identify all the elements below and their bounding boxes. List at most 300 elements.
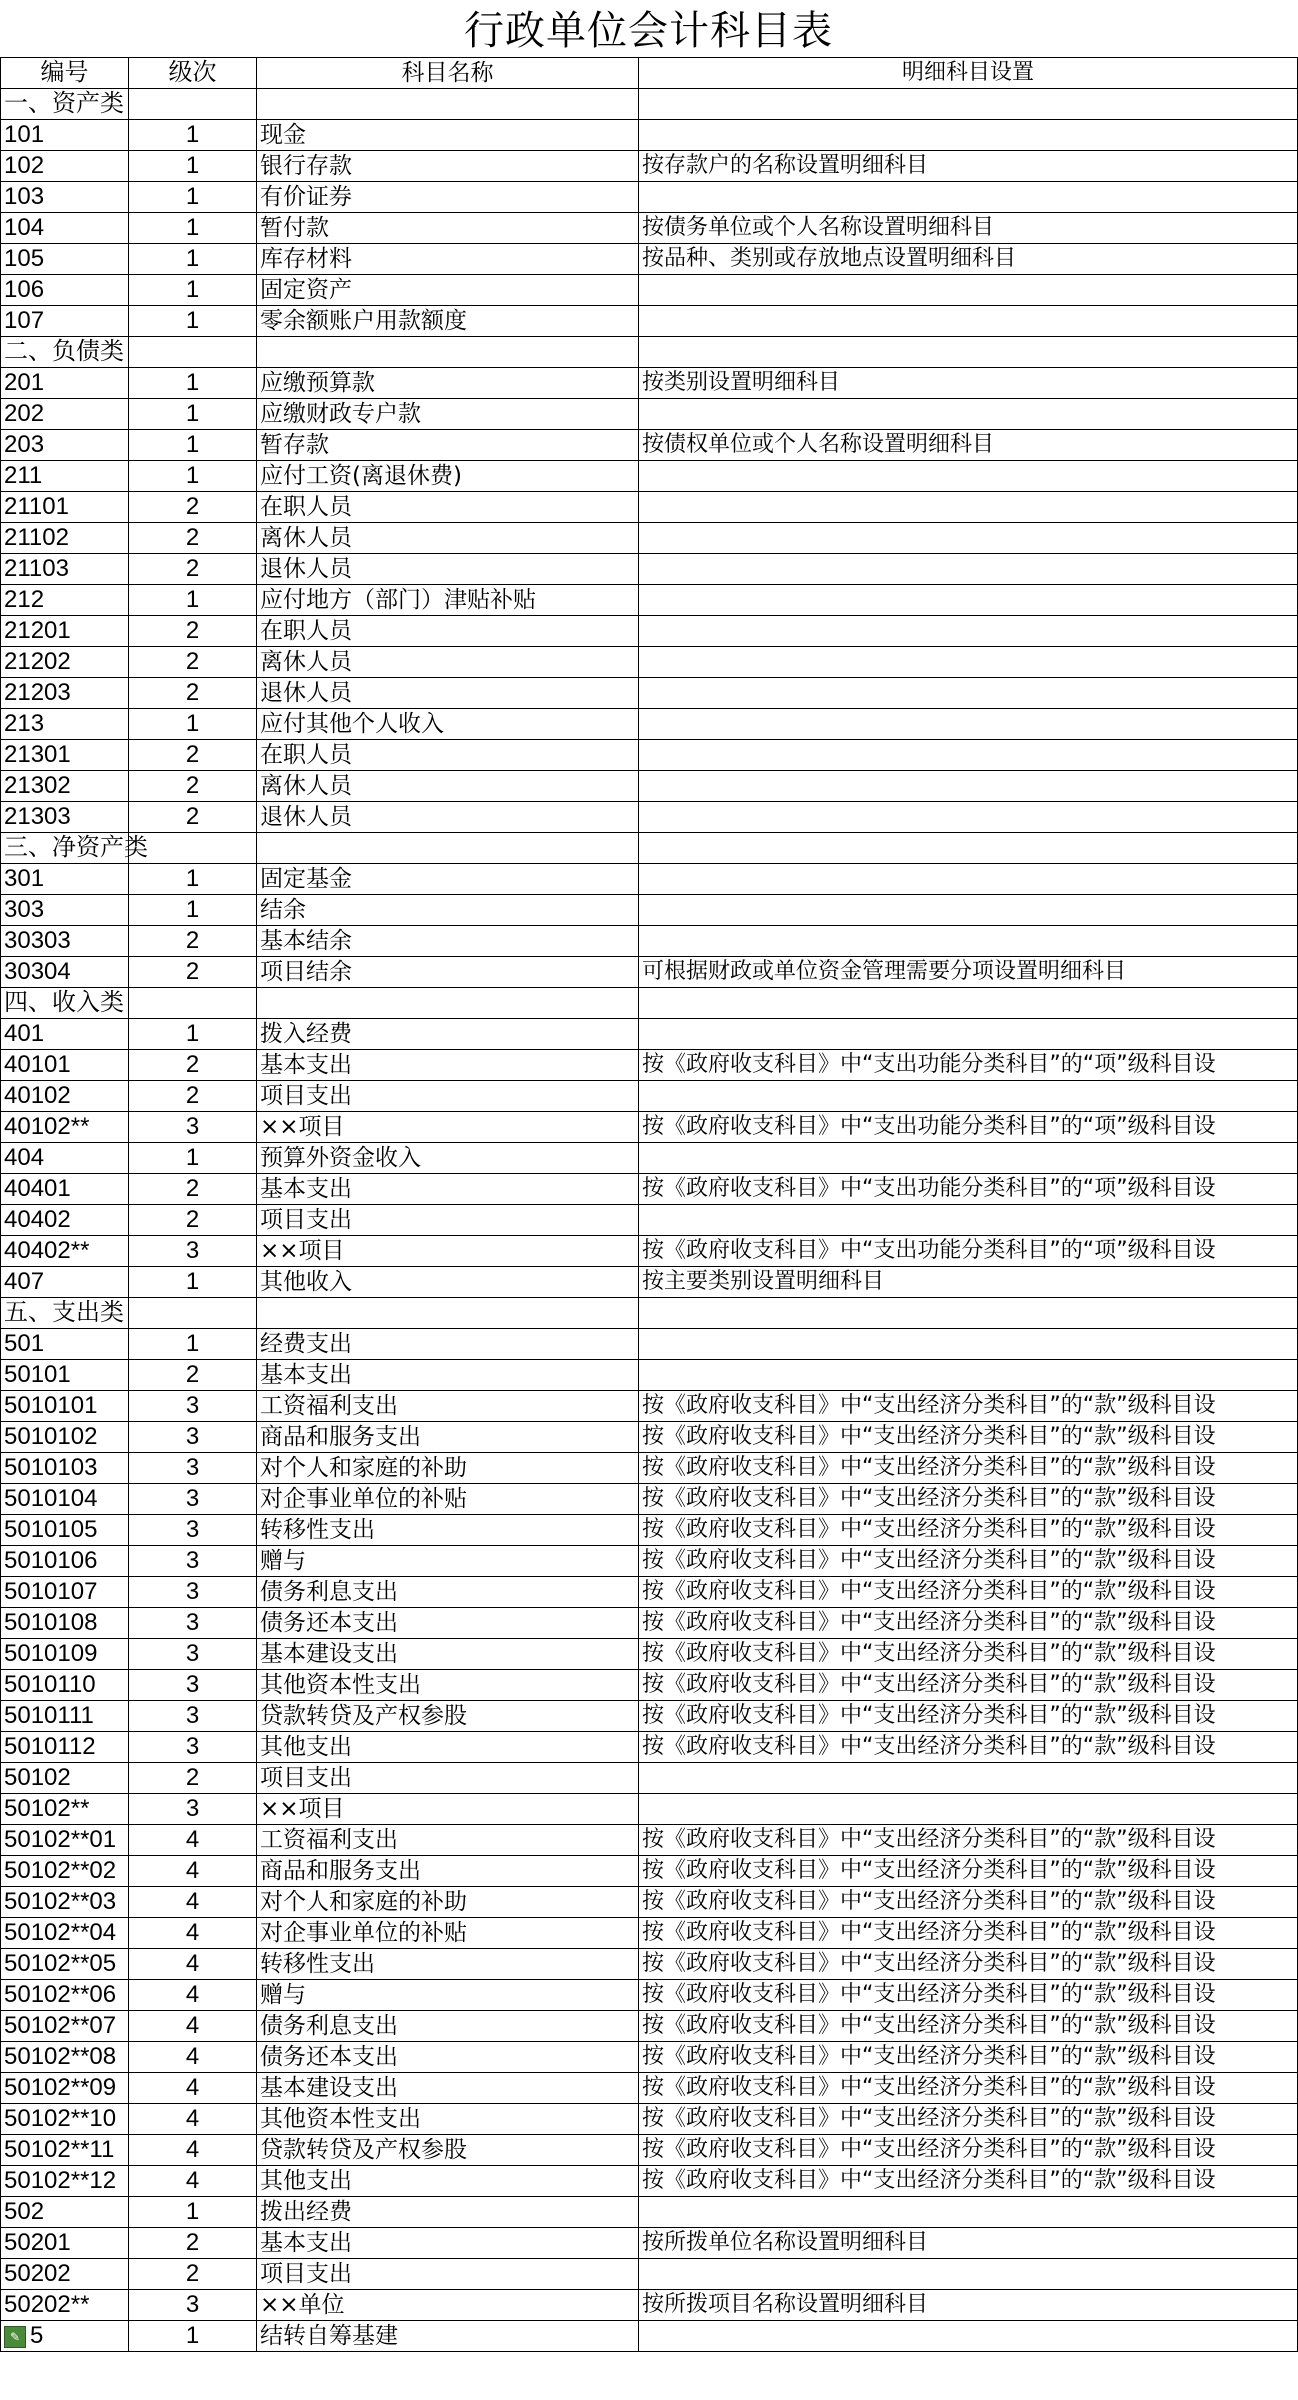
cell-name[interactable]: 退休人员 <box>257 554 639 585</box>
cell-name[interactable]: 债务还本支出 <box>257 1608 639 1639</box>
cell-level[interactable]: 2 <box>129 492 257 523</box>
cell-detail[interactable] <box>639 988 1298 1019</box>
cell-name[interactable] <box>257 1298 639 1329</box>
cell-name[interactable]: 应付工资(离退休费) <box>257 461 639 492</box>
cell-detail[interactable]: 按《政府收支科目》中“支出经济分类科目”的“款”级科目设 <box>639 1639 1298 1670</box>
cell-detail[interactable]: 按《政府收支科目》中“支出经济分类科目”的“款”级科目设 <box>639 1515 1298 1546</box>
cell-code[interactable]: 104 <box>1 213 129 244</box>
cell-code[interactable]: 202 <box>1 399 129 430</box>
cell-code[interactable]: 5010109 <box>1 1639 129 1670</box>
cell-name[interactable]: 现金 <box>257 120 639 151</box>
cell-name[interactable]: ××项目 <box>257 1794 639 1825</box>
cell-detail[interactable] <box>639 2197 1298 2228</box>
cell-level[interactable]: 3 <box>129 1515 257 1546</box>
cell-detail[interactable]: 按所拨单位名称设置明细科目 <box>639 2228 1298 2259</box>
cell-name[interactable]: 其他收入 <box>257 1267 639 1298</box>
cell-name[interactable]: 工资福利支出 <box>257 1391 639 1422</box>
cell-detail[interactable]: 按《政府收支科目》中“支出经济分类科目”的“款”级科目设 <box>639 2073 1298 2104</box>
cell-code[interactable]: 201 <box>1 368 129 399</box>
cell-code[interactable]: 211 <box>1 461 129 492</box>
cell-level[interactable]: 2 <box>129 1081 257 1112</box>
cell-level[interactable]: 3 <box>129 1484 257 1515</box>
cell-detail[interactable]: 按主要类别设置明细科目 <box>639 1267 1298 1298</box>
cell-detail[interactable]: 按《政府收支科目》中“支出经济分类科目”的“款”级科目设 <box>639 2011 1298 2042</box>
cell-detail[interactable] <box>639 678 1298 709</box>
cell-level[interactable]: 4 <box>129 2011 257 2042</box>
cell-name[interactable]: ××单位 <box>257 2290 639 2321</box>
cell-name[interactable]: 项目支出 <box>257 1081 639 1112</box>
cell-code[interactable]: 五、支出类 <box>1 1298 129 1329</box>
cell-code[interactable]: 四、收入类 <box>1 988 129 1019</box>
cell-level[interactable]: 1 <box>129 275 257 306</box>
cell-code[interactable]: 404 <box>1 1143 129 1174</box>
cell-level[interactable]: 3 <box>129 1732 257 1763</box>
cell-detail[interactable] <box>639 616 1298 647</box>
cell-code[interactable]: 50102**03 <box>1 1887 129 1918</box>
cell-name[interactable]: 债务还本支出 <box>257 2042 639 2073</box>
cell-name[interactable]: 库存材料 <box>257 244 639 275</box>
cell-detail[interactable]: 按类别设置明细科目 <box>639 368 1298 399</box>
cell-code[interactable]: 407 <box>1 1267 129 1298</box>
cell-code[interactable]: 107 <box>1 306 129 337</box>
cell-code[interactable]: 101 <box>1 120 129 151</box>
cell-level[interactable]: 3 <box>129 1236 257 1267</box>
cell-detail[interactable]: 按《政府收支科目》中“支出经济分类科目”的“款”级科目设 <box>639 1577 1298 1608</box>
cell-name[interactable]: 贷款转贷及产权参股 <box>257 2135 639 2166</box>
cell-level[interactable]: 1 <box>129 213 257 244</box>
cell-code[interactable]: 40402** <box>1 1236 129 1267</box>
cell-code[interactable]: 50102**01 <box>1 1825 129 1856</box>
cell-detail[interactable]: 按《政府收支科目》中“支出经济分类科目”的“款”级科目设 <box>639 2166 1298 2197</box>
cell-level[interactable]: 1 <box>129 585 257 616</box>
cell-name[interactable] <box>257 988 639 1019</box>
cell-level[interactable]: 1 <box>129 399 257 430</box>
cell-detail[interactable] <box>639 492 1298 523</box>
cell-detail[interactable] <box>639 461 1298 492</box>
cell-code[interactable]: 5010112 <box>1 1732 129 1763</box>
cell-level[interactable]: 4 <box>129 1949 257 1980</box>
cell-level[interactable]: 1 <box>129 2321 257 2352</box>
cell-detail[interactable] <box>639 895 1298 926</box>
cell-name[interactable]: 基本支出 <box>257 1174 639 1205</box>
cell-detail[interactable] <box>639 833 1298 864</box>
cell-code[interactable]: 213 <box>1 709 129 740</box>
cell-name[interactable]: 基本结余 <box>257 926 639 957</box>
cell-code[interactable]: 21101 <box>1 492 129 523</box>
cell-name[interactable]: 对个人和家庭的补助 <box>257 1453 639 1484</box>
cell-name[interactable]: 拨出经费 <box>257 2197 639 2228</box>
cell-name[interactable]: 在职人员 <box>257 740 639 771</box>
cell-detail[interactable] <box>639 337 1298 368</box>
cell-code[interactable]: 105 <box>1 244 129 275</box>
cell-detail[interactable]: 按《政府收支科目》中“支出经济分类科目”的“款”级科目设 <box>639 1546 1298 1577</box>
cell-name[interactable] <box>257 89 639 120</box>
table-row <box>1 1515 1298 1546</box>
cell-name[interactable]: 贷款转贷及产权参股 <box>257 1701 639 1732</box>
cell-level[interactable]: 4 <box>129 1856 257 1887</box>
cell-code[interactable]: 40402 <box>1 1205 129 1236</box>
cell-code[interactable]: 501 <box>1 1329 129 1360</box>
cell-code[interactable]: 203 <box>1 430 129 461</box>
cell-name[interactable]: 基本支出 <box>257 2228 639 2259</box>
cell-detail[interactable] <box>639 306 1298 337</box>
cell-code[interactable]: 5010110 <box>1 1670 129 1701</box>
cell-detail[interactable] <box>639 1019 1298 1050</box>
cell-code[interactable]: 21202 <box>1 647 129 678</box>
cell-name[interactable]: 银行存款 <box>257 151 639 182</box>
cell-name[interactable] <box>257 337 639 368</box>
cell-name[interactable]: 项目支出 <box>257 1763 639 1794</box>
cell-detail[interactable]: 按《政府收支科目》中“支出经济分类科目”的“款”级科目设 <box>639 1949 1298 1980</box>
cell-level[interactable]: 1 <box>129 461 257 492</box>
cell-level[interactable]: 2 <box>129 926 257 957</box>
cell-code[interactable]: 21203 <box>1 678 129 709</box>
cell-name[interactable]: 其他资本性支出 <box>257 1670 639 1701</box>
cell-name[interactable]: 工资福利支出 <box>257 1825 639 1856</box>
cell-detail[interactable] <box>639 523 1298 554</box>
cell-name[interactable]: ××项目 <box>257 1236 639 1267</box>
cell-detail[interactable] <box>639 802 1298 833</box>
cell-detail[interactable]: 按《政府收支科目》中“支出功能分类科目”的“项”级科目设 <box>639 1112 1298 1143</box>
cell-detail[interactable] <box>639 1298 1298 1329</box>
cell-name[interactable]: 基本建设支出 <box>257 2073 639 2104</box>
cell-detail[interactable]: 按《政府收支科目》中“支出经济分类科目”的“款”级科目设 <box>639 2104 1298 2135</box>
cell-name[interactable]: 暂付款 <box>257 213 639 244</box>
cell-name[interactable]: 基本建设支出 <box>257 1639 639 1670</box>
cell-name[interactable]: 拨入经费 <box>257 1019 639 1050</box>
cell-name[interactable]: 应付地方（部门）津贴补贴 <box>257 585 639 616</box>
cell-level[interactable]: 3 <box>129 1670 257 1701</box>
cell-detail[interactable]: 按品种、类别或存放地点设置明细科目 <box>639 244 1298 275</box>
cell-level[interactable]: 1 <box>129 1267 257 1298</box>
cell-code[interactable]: 30304 <box>1 957 129 988</box>
cell-code[interactable]: 50102**09 <box>1 2073 129 2104</box>
cell-code[interactable]: 50102**10 <box>1 2104 129 2135</box>
cell-level[interactable]: 1 <box>129 244 257 275</box>
cell-name[interactable]: 商品和服务支出 <box>257 1422 639 1453</box>
cell-code[interactable]: 5010104 <box>1 1484 129 1515</box>
cell-detail[interactable] <box>639 120 1298 151</box>
cell-level[interactable]: 1 <box>129 895 257 926</box>
cell-code[interactable]: 40401 <box>1 1174 129 1205</box>
cell-detail[interactable]: 按《政府收支科目》中“支出经济分类科目”的“款”级科目设 <box>639 1887 1298 1918</box>
cell-level[interactable]: 1 <box>129 430 257 461</box>
cell-level[interactable]: 2 <box>129 616 257 647</box>
cell-level[interactable] <box>129 1298 257 1329</box>
table-row <box>1 2321 1298 2352</box>
cell-level[interactable]: 4 <box>129 2135 257 2166</box>
cell-detail[interactable] <box>639 554 1298 585</box>
cell-code[interactable]: 21201 <box>1 616 129 647</box>
cell-level[interactable]: 4 <box>129 2042 257 2073</box>
cell-code[interactable]: 一、资产类 <box>1 89 129 120</box>
cell-detail[interactable]: 按《政府收支科目》中“支出经济分类科目”的“款”级科目设 <box>639 1732 1298 1763</box>
cell-level[interactable]: 3 <box>129 1546 257 1577</box>
cell-detail[interactable] <box>639 1143 1298 1174</box>
table-row <box>1 2135 1298 2166</box>
cell-level[interactable]: 2 <box>129 554 257 585</box>
cell-name[interactable]: 商品和服务支出 <box>257 1856 639 1887</box>
cell-detail[interactable]: 按《政府收支科目》中“支出功能分类科目”的“项”级科目设 <box>639 1236 1298 1267</box>
cell-level[interactable]: 4 <box>129 2166 257 2197</box>
cell-level[interactable]: 1 <box>129 151 257 182</box>
page-title: 行政单位会计科目表 <box>464 8 833 54</box>
cell-name[interactable]: 赠与 <box>257 1980 639 2011</box>
cell-detail[interactable] <box>639 1763 1298 1794</box>
cell-level[interactable]: 2 <box>129 771 257 802</box>
cell-name[interactable]: 对个人和家庭的补助 <box>257 1887 639 1918</box>
cell-detail[interactable]: 按《政府收支科目》中“支出功能分类科目”的“项”级科目设 <box>639 1050 1298 1081</box>
cell-name[interactable] <box>257 833 639 864</box>
cell-name[interactable]: 经费支出 <box>257 1329 639 1360</box>
cell-name[interactable]: 零余额账户用款额度 <box>257 306 639 337</box>
cell-level[interactable]: 4 <box>129 1887 257 1918</box>
cell-level[interactable]: 3 <box>129 1453 257 1484</box>
cell-detail[interactable] <box>639 1794 1298 1825</box>
cell-detail[interactable]: 按债务单位或个人名称设置明细科目 <box>639 213 1298 244</box>
cell-detail[interactable]: 按《政府收支科目》中“支出经济分类科目”的“款”级科目设 <box>639 2135 1298 2166</box>
cell-code[interactable]: 50102**02 <box>1 1856 129 1887</box>
cell-level[interactable]: 4 <box>129 2073 257 2104</box>
cell-level[interactable]: 1 <box>129 306 257 337</box>
cell-detail[interactable]: 按存款户的名称设置明细科目 <box>639 151 1298 182</box>
cell-code[interactable]: 5010106 <box>1 1546 129 1577</box>
cell-level[interactable]: 1 <box>129 120 257 151</box>
cell-code[interactable]: 5010102 <box>1 1422 129 1453</box>
cell-level[interactable] <box>129 988 257 1019</box>
cell-name[interactable]: 暂存款 <box>257 430 639 461</box>
cell-detail[interactable]: 按《政府收支科目》中“支出经济分类科目”的“款”级科目设 <box>639 1856 1298 1887</box>
cell-level[interactable]: 1 <box>129 709 257 740</box>
cell-name[interactable]: 固定资产 <box>257 275 639 306</box>
cell-level[interactable]: 3 <box>129 1112 257 1143</box>
cell-name[interactable]: 应付其他个人收入 <box>257 709 639 740</box>
cell-level[interactable] <box>129 337 257 368</box>
cell-name[interactable]: 退休人员 <box>257 678 639 709</box>
cell-code[interactable]: 50102** <box>1 1794 129 1825</box>
cell-level[interactable]: 2 <box>129 1360 257 1391</box>
cell-code[interactable]: 5010103 <box>1 1453 129 1484</box>
cell-detail[interactable]: 按《政府收支科目》中“支出经济分类科目”的“款”级科目设 <box>639 1701 1298 1732</box>
cell-level[interactable]: 2 <box>129 2228 257 2259</box>
cell-code[interactable]: 102 <box>1 151 129 182</box>
cell-code[interactable]: 5010111 <box>1 1701 129 1732</box>
cell-level[interactable]: 3 <box>129 1701 257 1732</box>
cell-level[interactable]: 2 <box>129 647 257 678</box>
cell-level[interactable]: 3 <box>129 1608 257 1639</box>
cell-code[interactable]: 40102** <box>1 1112 129 1143</box>
cell-code[interactable]: 50202 <box>1 2259 129 2290</box>
cell-detail[interactable] <box>639 1360 1298 1391</box>
cell-code[interactable]: 103 <box>1 182 129 213</box>
cell-code[interactable]: 301 <box>1 864 129 895</box>
cell-name[interactable]: 应缴财政专户款 <box>257 399 639 430</box>
cell-level[interactable]: 1 <box>129 1143 257 1174</box>
cell-detail[interactable]: 按《政府收支科目》中“支出经济分类科目”的“款”级科目设 <box>639 1918 1298 1949</box>
cell-name[interactable]: 预算外资金收入 <box>257 1143 639 1174</box>
cell-detail[interactable] <box>639 926 1298 957</box>
cell-name[interactable]: ××项目 <box>257 1112 639 1143</box>
cell-code[interactable]: 30303 <box>1 926 129 957</box>
cell-level[interactable]: 2 <box>129 1763 257 1794</box>
cell-level[interactable]: 1 <box>129 1329 257 1360</box>
cell-detail[interactable]: 按《政府收支科目》中“支出经济分类科目”的“款”级科目设 <box>639 1980 1298 2011</box>
cell-detail[interactable] <box>639 2321 1298 2352</box>
cell-code[interactable]: 502 <box>1 2197 129 2228</box>
cell-detail[interactable] <box>639 647 1298 678</box>
table-row <box>1 2011 1298 2042</box>
cell-level[interactable]: 2 <box>129 1174 257 1205</box>
cell-level[interactable]: 2 <box>129 678 257 709</box>
cell-detail[interactable] <box>639 864 1298 895</box>
cell-code[interactable]: 50102**07 <box>1 2011 129 2042</box>
cell-code[interactable]: 二、负债类 <box>1 337 129 368</box>
cell-level[interactable]: 2 <box>129 1205 257 1236</box>
cell-detail[interactable] <box>639 771 1298 802</box>
cell-name[interactable]: 结余 <box>257 895 639 926</box>
cell-level[interactable] <box>129 89 257 120</box>
cell-code[interactable]: 三、净资产类 <box>1 833 129 864</box>
cell-code[interactable]: 21301 <box>1 740 129 771</box>
cell-detail[interactable] <box>639 2259 1298 2290</box>
cell-name[interactable]: 应缴预算款 <box>257 368 639 399</box>
cell-name[interactable]: 其他支出 <box>257 2166 639 2197</box>
cell-code[interactable]: 50102**11 <box>1 2135 129 2166</box>
table-row <box>1 709 1298 740</box>
cell-level[interactable]: 4 <box>129 2104 257 2135</box>
cell-name[interactable]: 在职人员 <box>257 492 639 523</box>
table-row <box>1 895 1298 926</box>
cell-code[interactable] <box>1 2321 129 2352</box>
cell-code[interactable]: 5010101 <box>1 1391 129 1422</box>
cell-level[interactable]: 3 <box>129 1639 257 1670</box>
cell-level[interactable]: 2 <box>129 1050 257 1081</box>
cell-name[interactable]: 转移性支出 <box>257 1949 639 1980</box>
cell-detail[interactable]: 按《政府收支科目》中“支出经济分类科目”的“款”级科目设 <box>639 1391 1298 1422</box>
cell-name[interactable]: 项目支出 <box>257 1205 639 1236</box>
cell-code[interactable]: 50101 <box>1 1360 129 1391</box>
cell-level[interactable]: 2 <box>129 740 257 771</box>
cell-level[interactable]: 4 <box>129 1918 257 1949</box>
cell-code[interactable]: 50201 <box>1 2228 129 2259</box>
cell-name[interactable]: 离休人员 <box>257 771 639 802</box>
cell-level[interactable]: 2 <box>129 802 257 833</box>
cell-code[interactable]: 40101 <box>1 1050 129 1081</box>
cell-name[interactable]: 赠与 <box>257 1546 639 1577</box>
cell-name[interactable]: 退休人员 <box>257 802 639 833</box>
cell-detail[interactable] <box>639 182 1298 213</box>
cell-level[interactable]: 4 <box>129 1980 257 2011</box>
cell-detail[interactable]: 按《政府收支科目》中“支出经济分类科目”的“款”级科目设 <box>639 1670 1298 1701</box>
cell-name[interactable]: 固定基金 <box>257 864 639 895</box>
cell-code[interactable]: 212 <box>1 585 129 616</box>
cell-name[interactable]: 对企事业单位的补贴 <box>257 1484 639 1515</box>
cell-code[interactable]: 40102 <box>1 1081 129 1112</box>
cell-code[interactable]: 50102**04 <box>1 1918 129 1949</box>
cell-detail[interactable] <box>639 709 1298 740</box>
cell-name[interactable]: 债务利息支出 <box>257 2011 639 2042</box>
cell-level[interactable]: 2 <box>129 523 257 554</box>
cell-detail[interactable] <box>639 740 1298 771</box>
cell-code[interactable]: 21303 <box>1 802 129 833</box>
cell-level[interactable]: 2 <box>129 957 257 988</box>
cell-detail[interactable]: 可根据财政或单位资金管理需要分项设置明细科目 <box>639 957 1298 988</box>
cell-detail[interactable]: 按《政府收支科目》中“支出经济分类科目”的“款”级科目设 <box>639 1422 1298 1453</box>
cell-name[interactable]: 项目结余 <box>257 957 639 988</box>
cell-name[interactable]: 离休人员 <box>257 523 639 554</box>
cell-code[interactable]: 21103 <box>1 554 129 585</box>
cell-name[interactable]: 其他资本性支出 <box>257 2104 639 2135</box>
cell-code[interactable]: 50102**06 <box>1 1980 129 2011</box>
cell-name[interactable]: 债务利息支出 <box>257 1577 639 1608</box>
cell-name[interactable]: 转移性支出 <box>257 1515 639 1546</box>
cell-code[interactable]: 5010105 <box>1 1515 129 1546</box>
cell-level[interactable]: 3 <box>129 1794 257 1825</box>
cell-detail[interactable] <box>639 399 1298 430</box>
cell-code[interactable]: 50102**08 <box>1 2042 129 2073</box>
cell-level[interactable]: 3 <box>129 1577 257 1608</box>
cell-name[interactable]: 离休人员 <box>257 647 639 678</box>
cell-detail[interactable]: 按债权单位或个人名称设置明细科目 <box>639 430 1298 461</box>
cell-detail[interactable]: 按《政府收支科目》中“支出经济分类科目”的“款”级科目设 <box>639 2042 1298 2073</box>
cell-level[interactable]: 3 <box>129 1391 257 1422</box>
cell-detail[interactable] <box>639 1205 1298 1236</box>
cell-name[interactable]: 对企事业单位的补贴 <box>257 1918 639 1949</box>
smart-tag-icon[interactable]: ✎ <box>4 2326 26 2348</box>
cell-name[interactable]: 有价证券 <box>257 182 639 213</box>
cell-name[interactable]: 基本支出 <box>257 1360 639 1391</box>
cell-detail[interactable] <box>639 275 1298 306</box>
cell-code[interactable]: 106 <box>1 275 129 306</box>
cell-level[interactable]: 1 <box>129 864 257 895</box>
cell-detail[interactable] <box>639 1081 1298 1112</box>
cell-code[interactable]: 50202** <box>1 2290 129 2321</box>
cell-name[interactable]: 结转自筹基建 <box>257 2321 639 2352</box>
cell-detail[interactable]: 按所拨项目名称设置明细科目 <box>639 2290 1298 2321</box>
cell-code[interactable]: 21302 <box>1 771 129 802</box>
cell-detail[interactable] <box>639 89 1298 120</box>
cell-level[interactable]: 1 <box>129 2197 257 2228</box>
cell-name[interactable]: 其他支出 <box>257 1732 639 1763</box>
cell-code[interactable]: 401 <box>1 1019 129 1050</box>
cell-detail[interactable]: 按《政府收支科目》中“支出经济分类科目”的“款”级科目设 <box>639 1484 1298 1515</box>
cell-detail[interactable]: 按《政府收支科目》中“支出经济分类科目”的“款”级科目设 <box>639 1608 1298 1639</box>
cell-level[interactable]: 4 <box>129 1825 257 1856</box>
cell-name[interactable]: 基本支出 <box>257 1050 639 1081</box>
cell-code[interactable]: 21102 <box>1 523 129 554</box>
cell-code[interactable]: 5010107 <box>1 1577 129 1608</box>
table-row <box>1 585 1298 616</box>
cell-name[interactable]: 项目支出 <box>257 2259 639 2290</box>
cell-detail[interactable]: 按《政府收支科目》中“支出经济分类科目”的“款”级科目设 <box>639 1825 1298 1856</box>
cell-level[interactable]: 3 <box>129 1422 257 1453</box>
cell-level[interactable]: 1 <box>129 1019 257 1050</box>
cell-level[interactable]: 3 <box>129 2290 257 2321</box>
cell-code[interactable]: 50102**05 <box>1 1949 129 1980</box>
cell-name[interactable]: 在职人员 <box>257 616 639 647</box>
cell-code[interactable]: 5010108 <box>1 1608 129 1639</box>
cell-detail[interactable]: 按《政府收支科目》中“支出经济分类科目”的“款”级科目设 <box>639 1453 1298 1484</box>
cell-level[interactable]: 1 <box>129 182 257 213</box>
cell-detail[interactable] <box>639 1329 1298 1360</box>
cell-level[interactable]: 2 <box>129 2259 257 2290</box>
cell-detail[interactable]: 按《政府收支科目》中“支出功能分类科目”的“项”级科目设 <box>639 1174 1298 1205</box>
cell-detail[interactable] <box>639 585 1298 616</box>
cell-level[interactable]: 1 <box>129 368 257 399</box>
cell-code[interactable]: 50102 <box>1 1763 129 1794</box>
cell-code[interactable]: 50102**12 <box>1 2166 129 2197</box>
cell-code[interactable]: 303 <box>1 895 129 926</box>
